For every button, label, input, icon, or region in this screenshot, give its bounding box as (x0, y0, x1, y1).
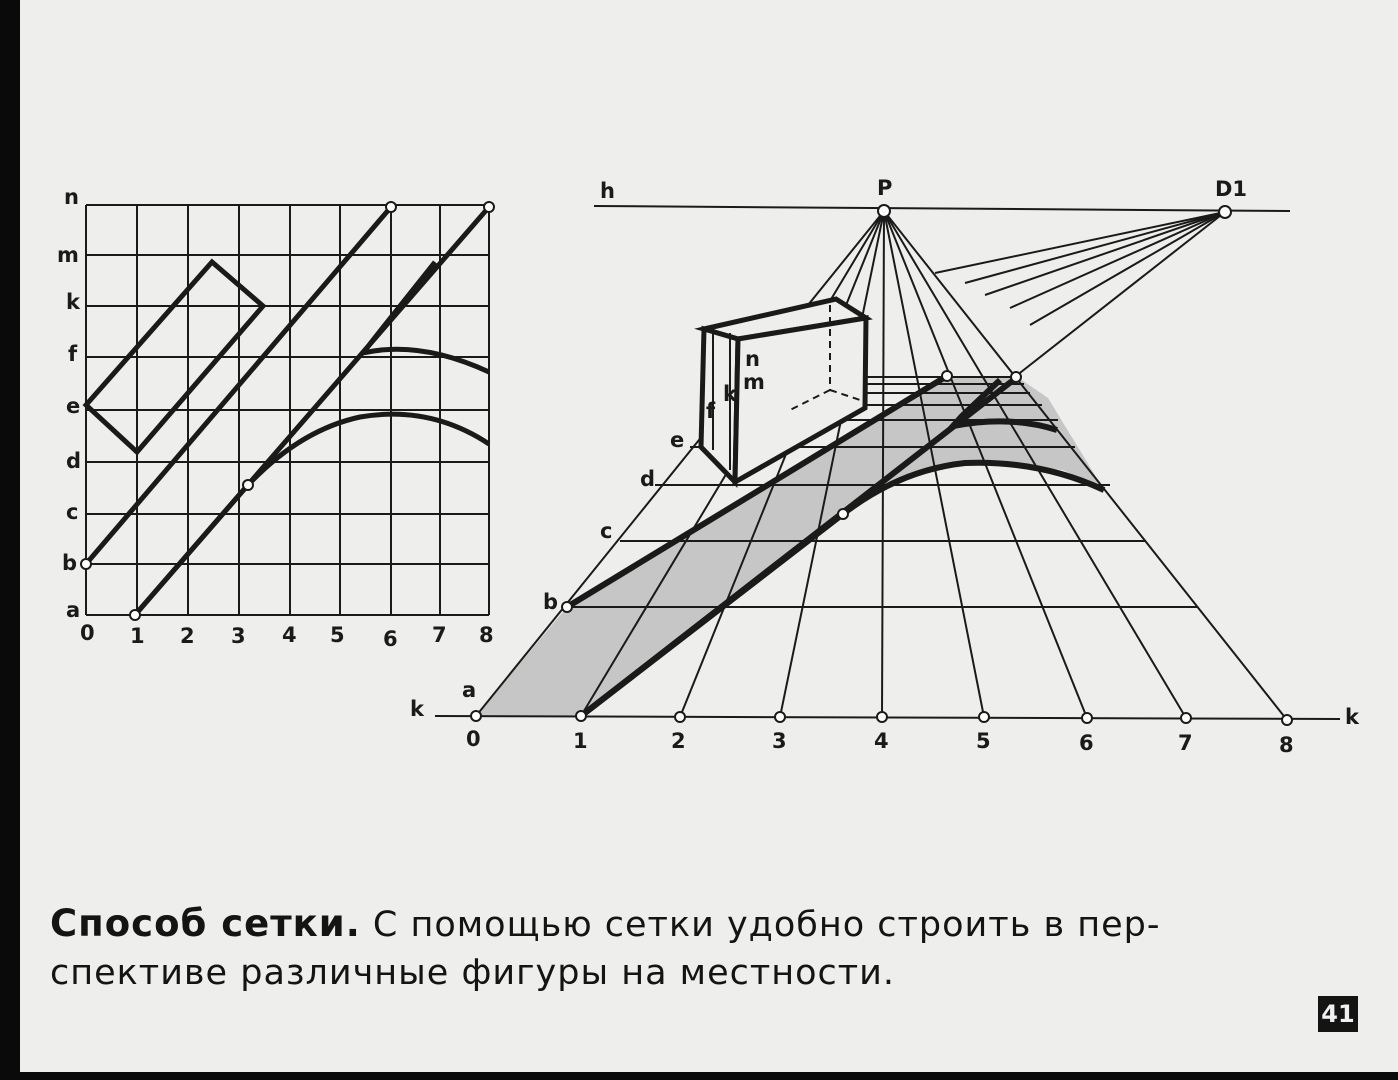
plan-column-labels (80, 621, 494, 651)
perspective-column-labels (466, 727, 1294, 757)
depth-label: m (743, 370, 765, 394)
plan-column-label: 2 (180, 624, 195, 648)
horizon-label: h (600, 179, 615, 203)
plan-column-label: 6 (383, 627, 398, 651)
plan-row-label: d (66, 449, 82, 473)
page-number-badge: 41 (1318, 996, 1358, 1032)
ground-line-label-right: k (1345, 705, 1359, 729)
perspective-column-label: 2 (671, 729, 686, 753)
caption-line-2: спективе различные фигуры на местности. (50, 953, 896, 993)
perspective-column-label: 4 (874, 729, 889, 753)
caption (50, 900, 1370, 997)
plan-column-label: 7 (432, 623, 447, 647)
perspective-column-label: 1 (573, 729, 588, 753)
depth-label: e (670, 428, 685, 452)
depth-label: a (462, 678, 477, 702)
plan-row-label: f (68, 342, 78, 366)
depth-label: k (723, 382, 737, 406)
caption-text-1: С помощью сетки удобно строить в пер- (372, 905, 1161, 945)
plan-row-label: b (62, 551, 78, 575)
ground-line-label-left: k (410, 697, 424, 721)
perspective-column-label: 5 (976, 729, 991, 753)
plan-row-label: c (66, 500, 79, 524)
horizon-line (594, 206, 1290, 211)
perspective-column-label: 3 (772, 729, 787, 753)
plan-row-label: e (66, 394, 81, 418)
plan-row-label: k (66, 290, 80, 314)
depth-label: c (600, 519, 613, 543)
plan-grid (81, 202, 494, 620)
plan-row-label: n (64, 185, 79, 209)
vanishing-point-label: P (877, 176, 893, 200)
distance-rays (935, 212, 1225, 376)
plan-row-label: a (66, 598, 81, 622)
perspective-column-label: 7 (1178, 731, 1193, 755)
plan-row-labels (57, 185, 81, 622)
depth-label: d (640, 467, 656, 491)
plan-column-label: 4 (282, 623, 297, 647)
perspective-column-label: 8 (1279, 733, 1294, 757)
distance-point-label: D1 (1215, 177, 1248, 201)
plan-column-label: 0 (80, 621, 95, 645)
perspective-column-label: 0 (466, 727, 481, 751)
depth-label: f (706, 399, 716, 423)
plan-row-label: m (57, 243, 79, 267)
plan-column-label: 5 (330, 623, 345, 647)
caption-title: Способ сетки. (50, 902, 361, 945)
plan-column-label: 8 (479, 623, 494, 647)
depth-label: n (745, 347, 760, 371)
perspective-column-label: 6 (1079, 731, 1094, 755)
plan-column-label: 3 (231, 624, 246, 648)
depth-label: b (543, 590, 559, 614)
plan-column-label: 1 (130, 624, 145, 648)
caption-line-1 (50, 900, 1370, 949)
